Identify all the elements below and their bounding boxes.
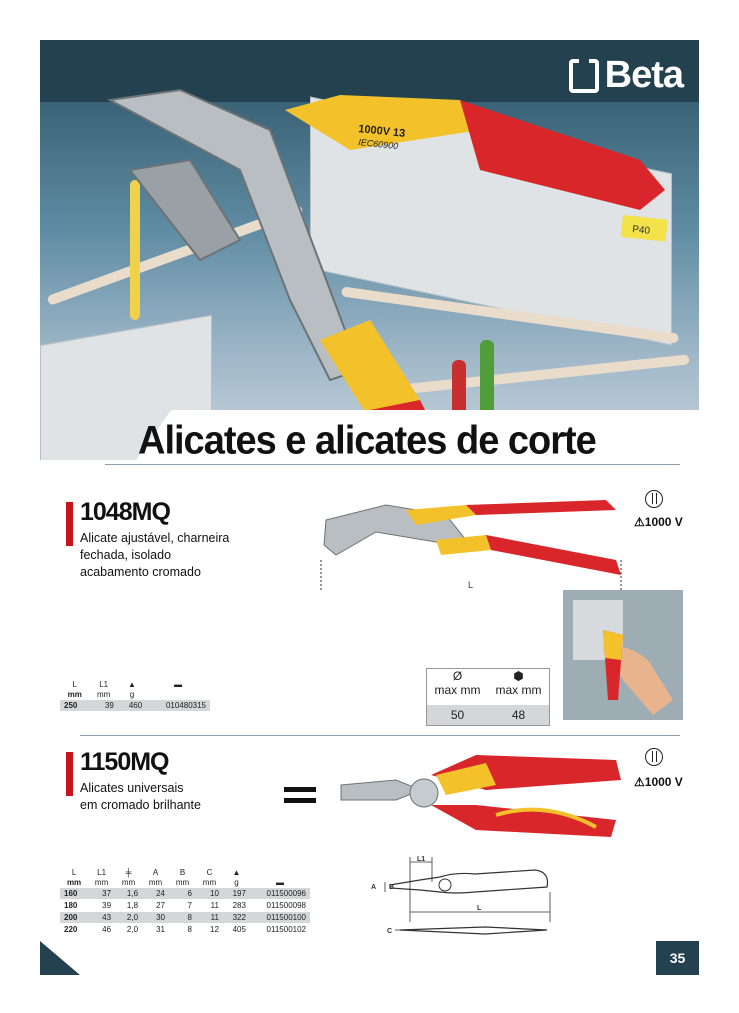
spec-table-1048mq <box>60 680 210 712</box>
column-unit: g <box>129 690 135 699</box>
hero-image <box>40 40 699 460</box>
order-code-icon: ▬ <box>174 680 183 689</box>
title-underline <box>105 464 680 465</box>
table-row: 200 43 2,0 30 8 11 322 011500100 <box>60 912 310 924</box>
description-line: Alicates universais <box>80 781 184 795</box>
voltage-value: 1000 V <box>644 515 683 529</box>
dimension-label: L1 <box>417 856 426 863</box>
capacity-unit: max mm <box>434 683 481 697</box>
cable-tag: P40 <box>631 224 651 237</box>
section-divider <box>80 735 680 736</box>
insulated-tool-icon <box>645 748 663 766</box>
page-number: 35 <box>656 941 699 975</box>
description-line: acabamento cromado <box>80 565 201 579</box>
table-row: 180 39 1,8 27 7 11 283 011500098 <box>60 900 310 912</box>
column-unit: mm <box>67 690 82 699</box>
table-row: 250 39 460 010480315 <box>60 700 210 712</box>
code-marker <box>66 752 73 796</box>
product-image-1048mq <box>316 480 631 600</box>
capacity-unit: max mm <box>495 683 542 697</box>
insulated-tool-icon <box>645 490 663 508</box>
cutting-capacity-icon: ╪ <box>125 868 132 877</box>
voltage-value: 1000 V <box>644 775 683 789</box>
beta-logo <box>569 54 683 97</box>
table-row: 220 46 2,0 31 8 12 405 011500102 <box>60 924 310 936</box>
product-image-1150mq <box>336 745 626 840</box>
product-description <box>80 780 201 814</box>
order-code-icon: ▬ <box>275 878 284 887</box>
capacity-value: 50 <box>450 708 465 722</box>
footer-corner <box>40 941 80 975</box>
pliers-marking: IEC60900 <box>357 137 399 152</box>
equals-sign <box>284 787 316 803</box>
description-line: Alicate ajustável, charneira <box>80 531 230 545</box>
product-code: 1048MQ <box>80 498 170 526</box>
pliers-marking: 1000V 13 <box>357 123 406 140</box>
product-description <box>80 530 229 581</box>
description-line: fechada, isolado <box>80 548 172 562</box>
usage-photo <box>563 590 683 720</box>
dimension-diagram <box>365 852 560 940</box>
capacity-table <box>426 668 550 726</box>
dimension-label: L <box>477 905 482 912</box>
hex-nut-icon: ⬢ <box>513 669 524 683</box>
description-line: em cromado brilhante <box>80 798 201 812</box>
table-row: 160 37 1,6 24 6 10 197 011500096 <box>60 888 310 900</box>
dimension-label: C <box>387 928 393 935</box>
column-header: L <box>72 680 77 689</box>
dimension-label: B <box>389 884 395 891</box>
column-header: L1 <box>99 680 109 689</box>
high-voltage-icon: ⚠ <box>634 775 645 789</box>
weight-icon: ▲ <box>128 680 136 689</box>
spec-table-1150mq: L L1 ╪ A B C ▲ mm mm mm mm mm mm g ▬ 160 37 1,6 24 6 10 197 011500096 180 39 1,8 27 7 11 283 011500098 200 43 2,0 30 8 11 322 011500100 220 46 2,0 31 8 12 405 011500102 <box>60 868 310 936</box>
high-voltage-icon: ⚠ <box>634 515 645 529</box>
page-title: Alicates e alicates de corte <box>138 418 596 464</box>
capacity-value: 48 <box>511 708 526 722</box>
product-code: 1150MQ <box>80 748 169 776</box>
dimension-label: L <box>468 580 474 590</box>
diameter-icon: Ø <box>452 669 463 683</box>
column-unit: mm <box>97 690 111 699</box>
beta-logo-icon <box>569 59 599 93</box>
adjustable-pliers-illustration <box>40 40 699 460</box>
code-marker <box>66 502 73 546</box>
weight-icon: ▲ <box>232 868 241 877</box>
brand-name: Beta <box>604 54 683 96</box>
voltage-rating <box>634 775 683 789</box>
dimension-label: A <box>371 884 377 891</box>
voltage-rating <box>634 515 683 529</box>
